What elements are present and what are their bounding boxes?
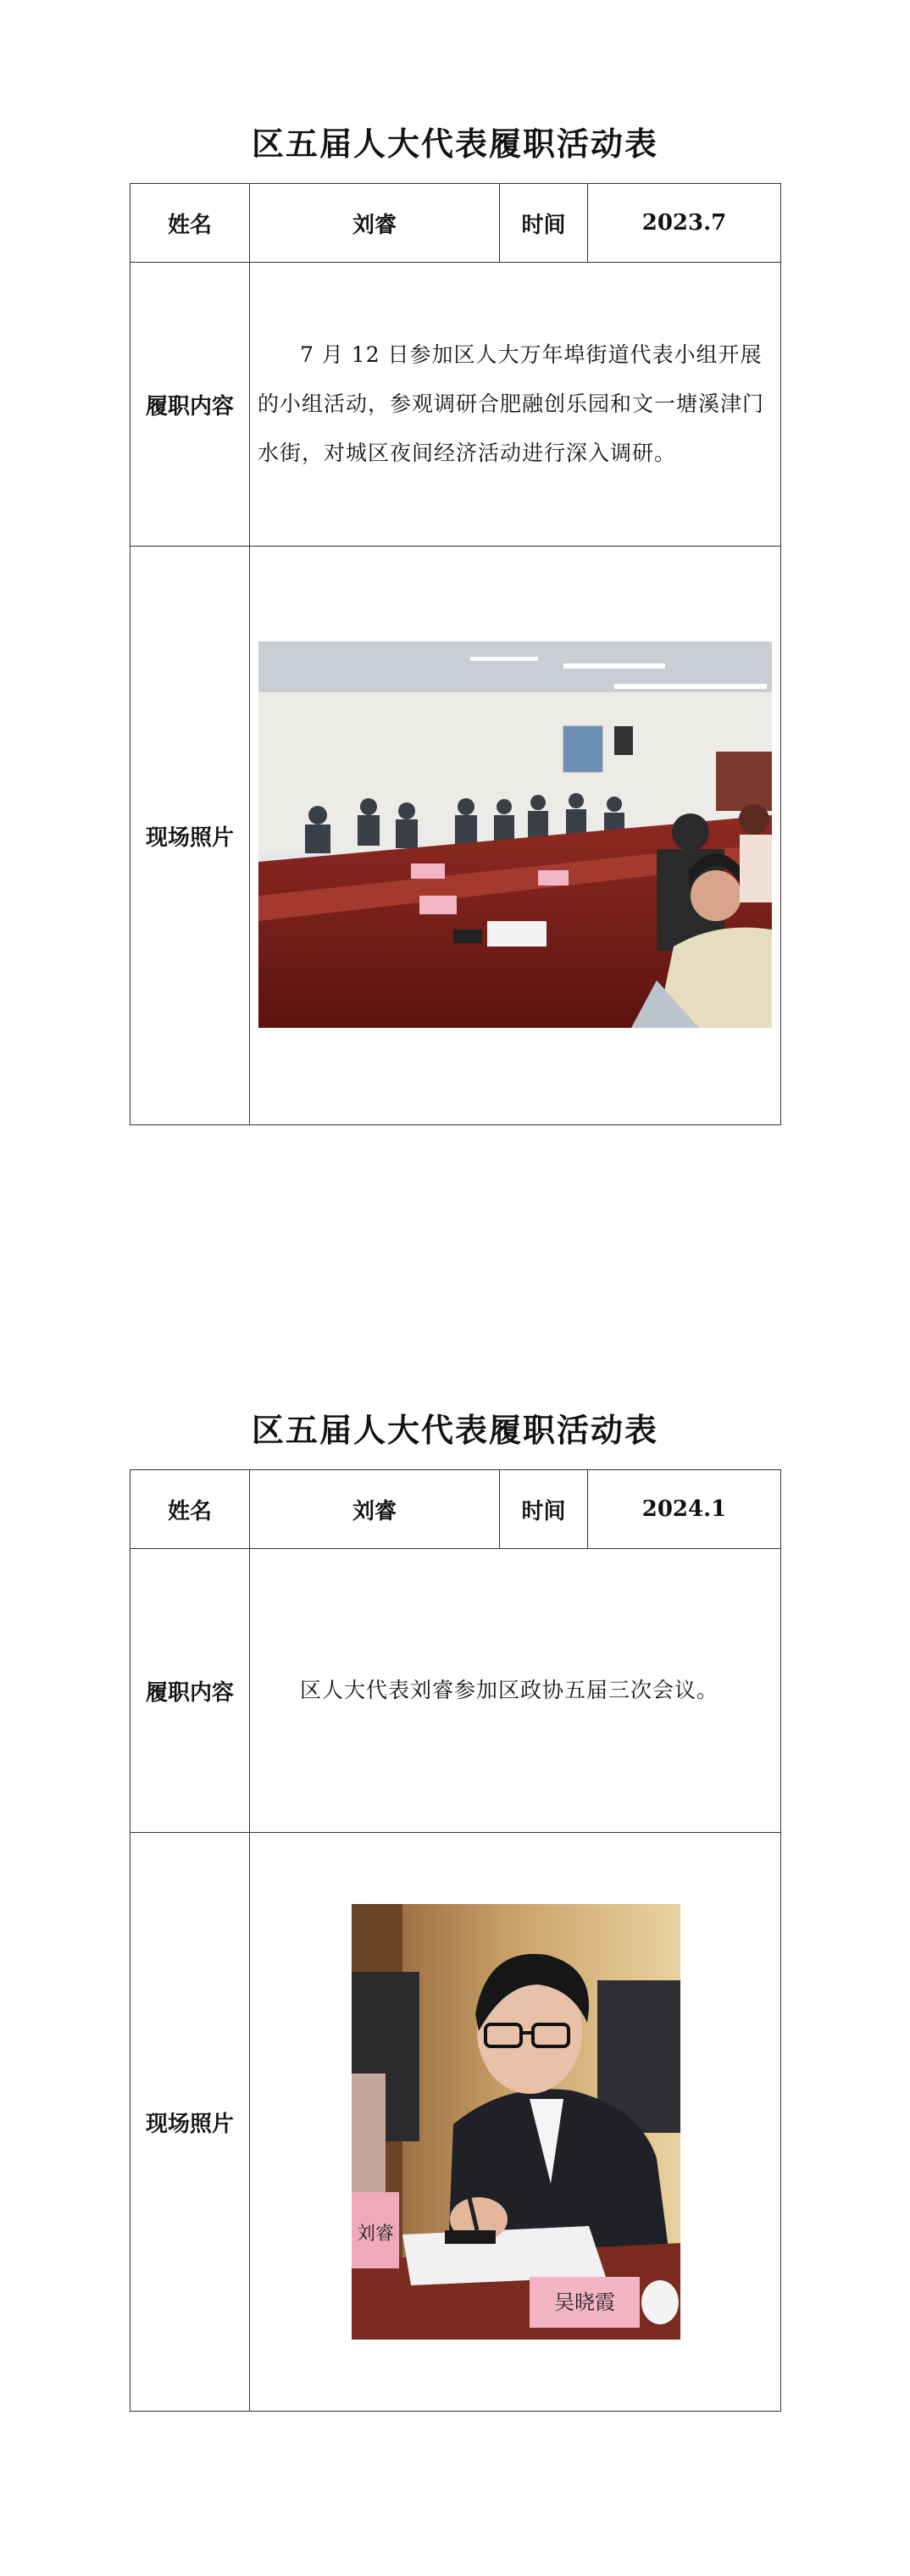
content-label: 履职内容	[130, 263, 250, 547]
content-label: 履职内容	[130, 1549, 250, 1833]
name-value: 刘睿	[250, 184, 500, 263]
time-label: 时间	[500, 184, 588, 263]
photo-row	[130, 547, 781, 1125]
header-row	[130, 1470, 781, 1549]
name-label: 姓名	[130, 1470, 250, 1549]
content-text: 区人大代表刘睿参加区政协五届三次会议。	[300, 1678, 719, 1702]
sheet-title: 区五届人大代表履职活动表	[251, 125, 658, 163]
header-row	[130, 184, 781, 263]
delegate-writing-image	[352, 1904, 680, 2340]
delegate-writing-photo	[352, 1904, 680, 2340]
photo-row	[130, 1833, 781, 2412]
name-value: 刘睿	[250, 1470, 500, 1549]
content-row	[130, 263, 781, 547]
time-label: 时间	[500, 1470, 588, 1549]
photo-label: 现场照片	[130, 547, 250, 1125]
photo-label: 现场照片	[130, 1833, 250, 2412]
activity-sheet-2	[130, 1405, 780, 2412]
record-table	[130, 1469, 781, 2412]
sheet-title: 区五届人大代表履职活动表	[251, 1411, 658, 1449]
time-value: 2023.7	[588, 184, 781, 263]
time-value: 2024.1	[588, 1470, 781, 1549]
content-cell	[250, 1549, 781, 1833]
nameplate-1: 刘睿	[356, 2223, 395, 2245]
photo-cell	[250, 1833, 781, 2412]
content-row	[130, 1549, 781, 1833]
activity-sheet-1	[130, 119, 780, 1125]
meeting-room-photo	[258, 641, 772, 1028]
nameplate-2: 吴晓霞	[554, 2290, 615, 2314]
record-table	[130, 183, 781, 1125]
name-label: 姓名	[130, 184, 250, 263]
photo-cell	[250, 547, 781, 1125]
meeting-room-image	[258, 641, 772, 1028]
content-text: 7 月 12 日参加区人大万年埠街道代表小组开展的小组活动，参观调研合肥融创乐园和文一塘溪津门水街，对城区夜间经济活动进行深入调研。	[258, 342, 765, 465]
content-cell	[250, 263, 781, 547]
